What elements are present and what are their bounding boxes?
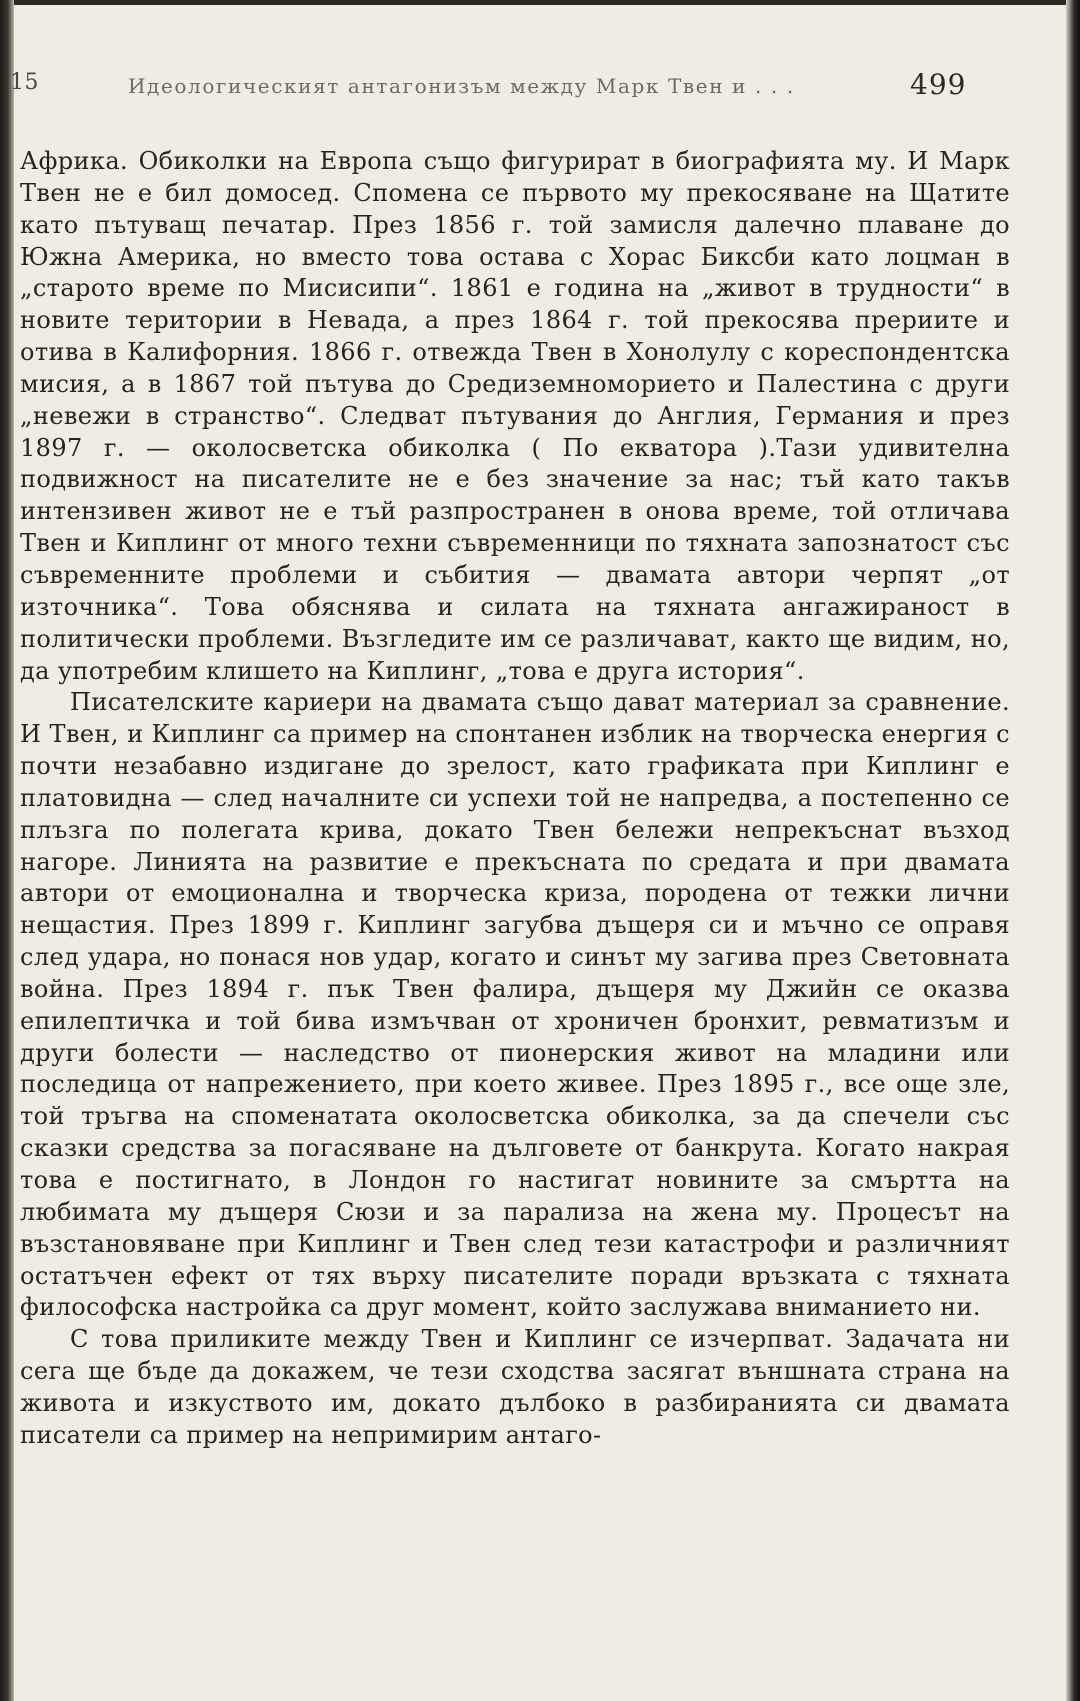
paragraph: Писателските кариери на двамата също дават материал за сравнение. И Твен, и Киплинг са пример на спонтанен изблик на творческа енергия с почти незабавно издигане до зрелост, като графиката при Киплинг е платовидна — след началните си успехи той не напредва, а постепенно се плъзга по полегата крива, докато Твен бележи непрекъснат възход нагоре. Линията на развитие е прекъсната по средата и при двамата автори от емоционална и творческа криза, породена от тежки лични нещастия. През 1899 г. Киплинг загубва дъщеря си и мъчно се оправя след удара, но понася нов удар, когато и синът му загива през Световната война. През 1894 г. пък Твен фалира, дъщеря му Джийн се оказва епилептичка и той бива измъчван от хроничен бронхит, ревматизъм и други болести — наследство от пионерския живот на младини или последица от напрежението, при което живее. През 1895 г., все още зле, той тръгва на споменатата околосветска обиколка, за да спечели със сказки средства за погасяване на дълговете от банкрута. Когато накрая това е постигнато, в Лондон го настигат новините за смъртта на любимата му дъщеря Сюзи и за парализа на жена му. Процесът на възстановяване при Киплинг и Твен след тези катастрофи и различният остатъчен ефект от тях върху писателите поради връзката с тяхната философска настройка са друг момент, който заслужава вниманието ни.: [20, 688, 1010, 1322]
paragraph: Африка. Обиколки на Европа също фигурират в биографията му. И Марк Твен не е бил домосед. Спомена се първото му прекосяване на Щатите като пътуващ печатар. През 1856 г. той замисля далечно плаване до Южна Америка, но вместо това остава с Хорас Биксби като лоцман в „старото време по Мисисипи“. 1861 е година на „живот в трудности“ в новите територии в Невада, а през 1864 г. той прекосява прериите и отива в Калифорния. 1866 г. отвежда Твен в Хонолулу с кореспондентска мисия, а в 1867 той пътува до Средиземноморието и Палестина с други „невежи в странство“. Следват пътувания до Англия, Германия и през 1897 г. — околосветска обиколка ( По екватора ).Тази удивителна подвижност на писателите не е без значение за нас; тъй като такъв интензивен живот не е тъй разпространен в онова време, той отличава Твен и Киплинг от много техни съвременници по тяхната запознатост със съвременните проблеми и събития — двамата автори черпят „от източника“. Това обяснява и силата на тяхната ангажираност в политически проблеми. Възгледите им се различават, както ще видим, но, да употребим клишето на Киплинг, „това е друга история“.: [20, 147, 1010, 685]
book-binding-shadow: [0, 0, 14, 1701]
running-head: Идеологическият антагонизъм между Марк Твен и . . .: [128, 74, 795, 98]
page-header: [0, 68, 1010, 108]
left-folio: 15: [10, 70, 39, 95]
paragraph: С това приликите между Твен и Киплинг се изчерпват. Задачата ни сега ще бъде да докажем, че тези сходства засягат външната страна на живота и изкуството им, докато дълбоко в разбиранията си двамата писатели са пример на непримирим антаго-: [20, 1325, 1010, 1449]
page-right-edge: [1066, 0, 1080, 1701]
page-number: 499: [910, 68, 967, 101]
page-top-edge: [0, 0, 1080, 5]
body-text: [20, 146, 1010, 1452]
